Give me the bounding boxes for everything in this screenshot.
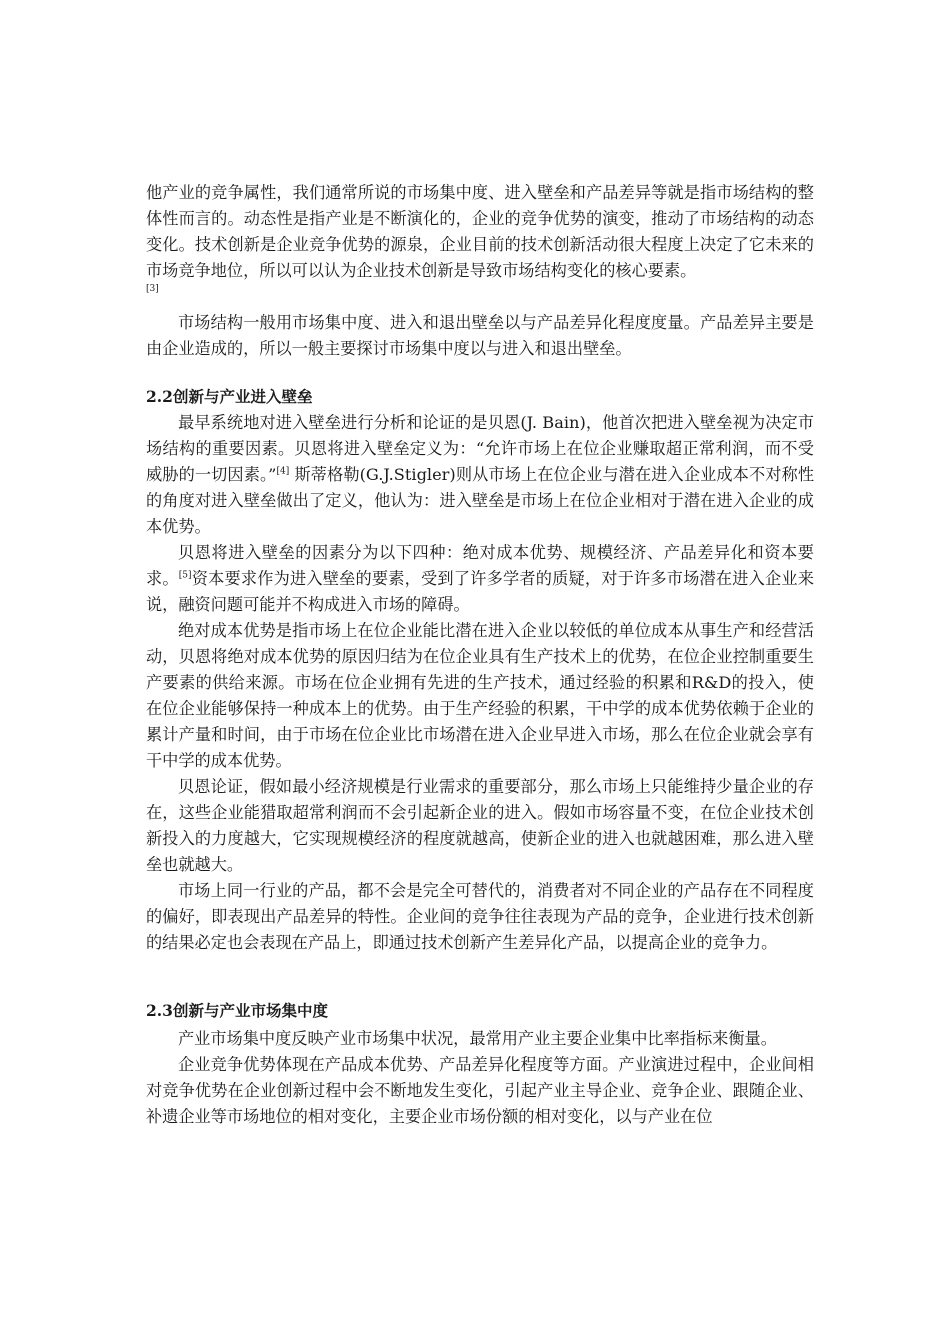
section-heading-2-2: 2.2创新与产业进入壁垒 (146, 387, 313, 406)
paragraph-bain-definition (146, 410, 814, 540)
paragraph-absolute-cost-advantage: 绝对成本优势是指市场上在位企业能比潜在进入企业以较低的单位成本从事生产和经营活动，贝恩将绝对成本优势的原因归结为在位企业具有生产技术上的优势，在位企业控制重要生产要素的供给来源。市场在位企业拥有先进的生产技术，通过经验的积累和R&D的投入，使在位企业能够保持一种成本上的优势。由于生产经验的积累，干中学的成本优势依赖于企业的累计产量和时间，由于市场在位企业比市场潜在进入企业早进入市场，那么在位企业就会享有干中学的成本优势。 (146, 621, 814, 770)
paragraph-text: 贝恩将进入壁垒的因素分为以下四种：绝对成本优势、规模经济、产品差异化和资本要求。 (146, 543, 814, 588)
citation-marker: [5] (178, 570, 192, 581)
paragraph-market-structure-measure: 市场结构一般用市场集中度、进入和退出壁垒以与产品差异化程度度量。产品差异主要是由企业造成的，所以一般主要探讨市场集中度以与进入和退出壁垒。 (146, 313, 814, 358)
paragraph-four-factors (146, 540, 814, 618)
paragraph-concentration-measure: 产业市场集中度反映产业市场集中状况，最常用产业主要企业集中比率指标来衡量。 (178, 1029, 777, 1048)
paragraph-competitive-advantage: 企业竞争优势体现在产品成本优势、产品差异化程度等方面。产业演进过程中，企业间相对竞争优势在企业创新过程中会不断地发生变化，引起产业主导企业、竞争企业、跟随企业、补遗企业等市场地位的相对变化，主要企业市场份额的相对变化，以与产业在位 (146, 1055, 814, 1126)
paragraph-product-differentiation: 市场上同一行业的产品，都不会是完全可替代的，消费者对不同企业的产品存在不同程度的偏好，即表现出产品差异的特性。企业间的竞争往往表现为产品的竞争，企业进行技术创新的结果必定也会表现在产品上，即通过技术创新产生差异化产品，以提高企业的竞争力。 (146, 881, 814, 952)
paragraph-text: 他产业的竞争属性，我们通常所说的市场集中度、进入壁垒和产品差异等就是指市场结构的整体性而言的。动态性是指产业是不断演化的，企业的竞争优势的演变，推动了市场结构的动态变化。技术创新是企业竞争优势的源泉，企业目前的技术创新活动很大程度上决定了它未来的市场竞争地位，所以可以认为企业技术创新是导致市场结构变化的核心要素。 (146, 183, 814, 280)
paragraph-market-structure-continued (146, 180, 814, 284)
paragraph-economies-of-scale: 贝恩论证，假如最小经济规模是行业需求的重要部分，那么市场上只能维持少量企业的存在，这些企业能猎取超常利润而不会引起新企业的进入。假如市场容量不变，在位企业技术创新投入的力度越大，它实现规模经济的程度就越高，使新企业的进入也就越困难，那么进入壁垒也就越大。 (146, 777, 814, 874)
paragraph-text: 斯蒂格勒(G.J.Stigler)则从市场上在位企业与潜在进入企业成本不对称性的角度对进入壁垒做出了定义，他认为：进入壁垒是市场上在位企业相对于潜在进入企业的成本优势。 (146, 465, 815, 536)
section-heading-2-3: 2.3创新与产业市场集中度 (146, 1001, 328, 1020)
citation-marker: [3] (146, 284, 159, 294)
paragraph-text: 最早系统地对进入壁垒进行分析和论证的是贝恩(J. Bain)，他首次把进入壁垒视为决定市场结构的重要因素。贝恩将进入壁垒定义为：“允许市场上在位企业赚取超正常利润，而不受威胁的一切因素。” (146, 413, 814, 484)
citation-marker: [4] (276, 466, 290, 477)
paragraph-text: 资本要求作为进入壁垒的要素，受到了许多学者的质疑，对于许多市场潜在进入企业来说，融资问题可能并不构成进入市场的障碍。 (146, 569, 815, 614)
